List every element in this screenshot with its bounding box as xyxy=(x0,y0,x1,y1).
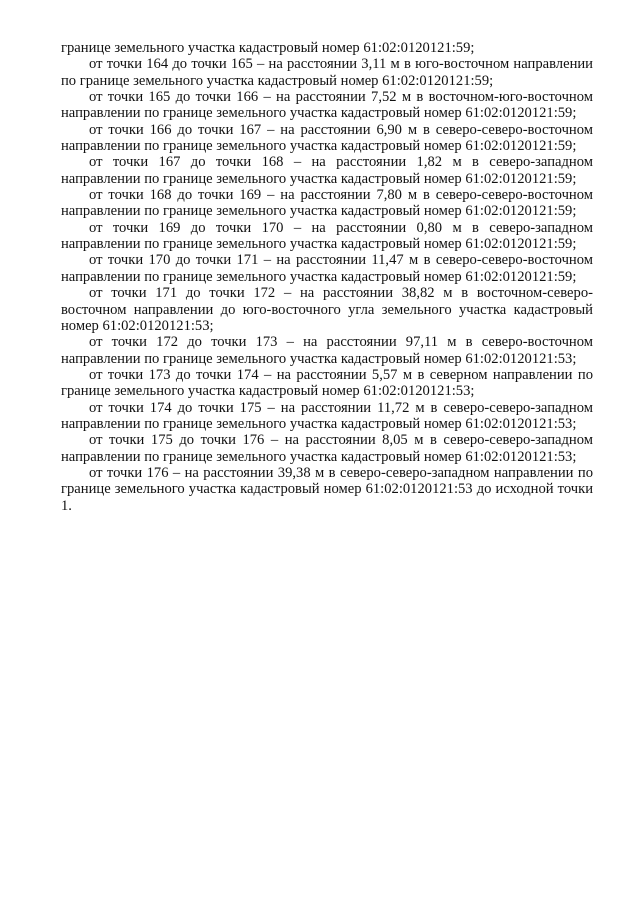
paragraph-segment-174-175: от точки 174 до точки 175 – на расстоянии 11,72 м в северо-северо-западном направлении по границе земельного участка кадастровый номер 61:02:0120121:53; xyxy=(61,399,593,432)
paragraph-segment-168-169: от точки 168 до точки 169 – на расстоянии 7,80 м в северо-северо-восточном направлении по границе земельного участка кадастровый номер 61:02:0120121:59; xyxy=(61,187,593,220)
paragraph-segment-165-166: от точки 165 до точки 166 – на расстоянии 7,52 м в восточном-юго-восточном направлении по границе земельного участка кадастровый номер 61:02:0120121:59; xyxy=(61,89,593,122)
paragraph-segment-172-173: от точки 172 до точки 173 – на расстоянии 97,11 м в северо-восточном направлении по границе земельного участка кадастровый номер 61:02:0120121:53; xyxy=(61,334,593,367)
paragraph-segment-170-171: от точки 170 до точки 171 – на расстоянии 11,47 м в северо-северо-восточном направлении по границе земельного участка кадастровый номер 61:02:0120121:59; xyxy=(61,252,593,285)
paragraph-segment-166-167: от точки 166 до точки 167 – на расстоянии 6,90 м в северо-северо-восточном направлении по границе земельного участка кадастровый номер 61:02:0120121:59; xyxy=(61,121,593,155)
paragraph-segment-175-176: от точки 175 до точки 176 – на расстоянии 8,05 м в северо-северо-западном направлении по границе земельного участка кадастровый номер 61:02:0120121:53; xyxy=(61,432,593,465)
paragraph-segment-173-174: от точки 173 до точки 174 – на расстоянии 5,57 м в северном направлении по границе земельного участка кадастровый номер 61:02:0120121:53; xyxy=(61,366,593,400)
paragraph-segment-176-1: от точки 176 – на расстоянии 39,38 м в северо-северо-западном направлении по границе земельного участка кадастровый номер 61:02:0120121:53 до исходной точки 1. xyxy=(61,464,593,514)
paragraph-segment-169-170: от точки 169 до точки 170 – на расстоянии 0,80 м в северо-западном направлении по границе земельного участка кадастровый номер 61:02:0120121:59; xyxy=(61,219,593,253)
paragraph-segment-167-168: от точки 167 до точки 168 – на расстоянии 1,82 м в северо-западном направлении по границе земельного участка кадастровый номер 61:02:0120121:59; xyxy=(61,154,593,187)
paragraph-segment-171-172: от точки 171 до точки 172 – на расстоянии 38,82 м в восточном-северо-восточном направлении до юго-восточного угла земельного участка кадастровый номер 61:02:0120121:53; xyxy=(61,285,593,334)
document-body xyxy=(61,40,593,514)
paragraph-segment-164-165: от точки 164 до точки 165 – на расстоянии 3,11 м в юго-восточном направлении по границе земельного участка кадастровый номер 61:02:0120121:59; xyxy=(61,56,593,89)
paragraph-continuation: границе земельного участка кадастровый номер 61:02:0120121:59; xyxy=(61,40,475,56)
